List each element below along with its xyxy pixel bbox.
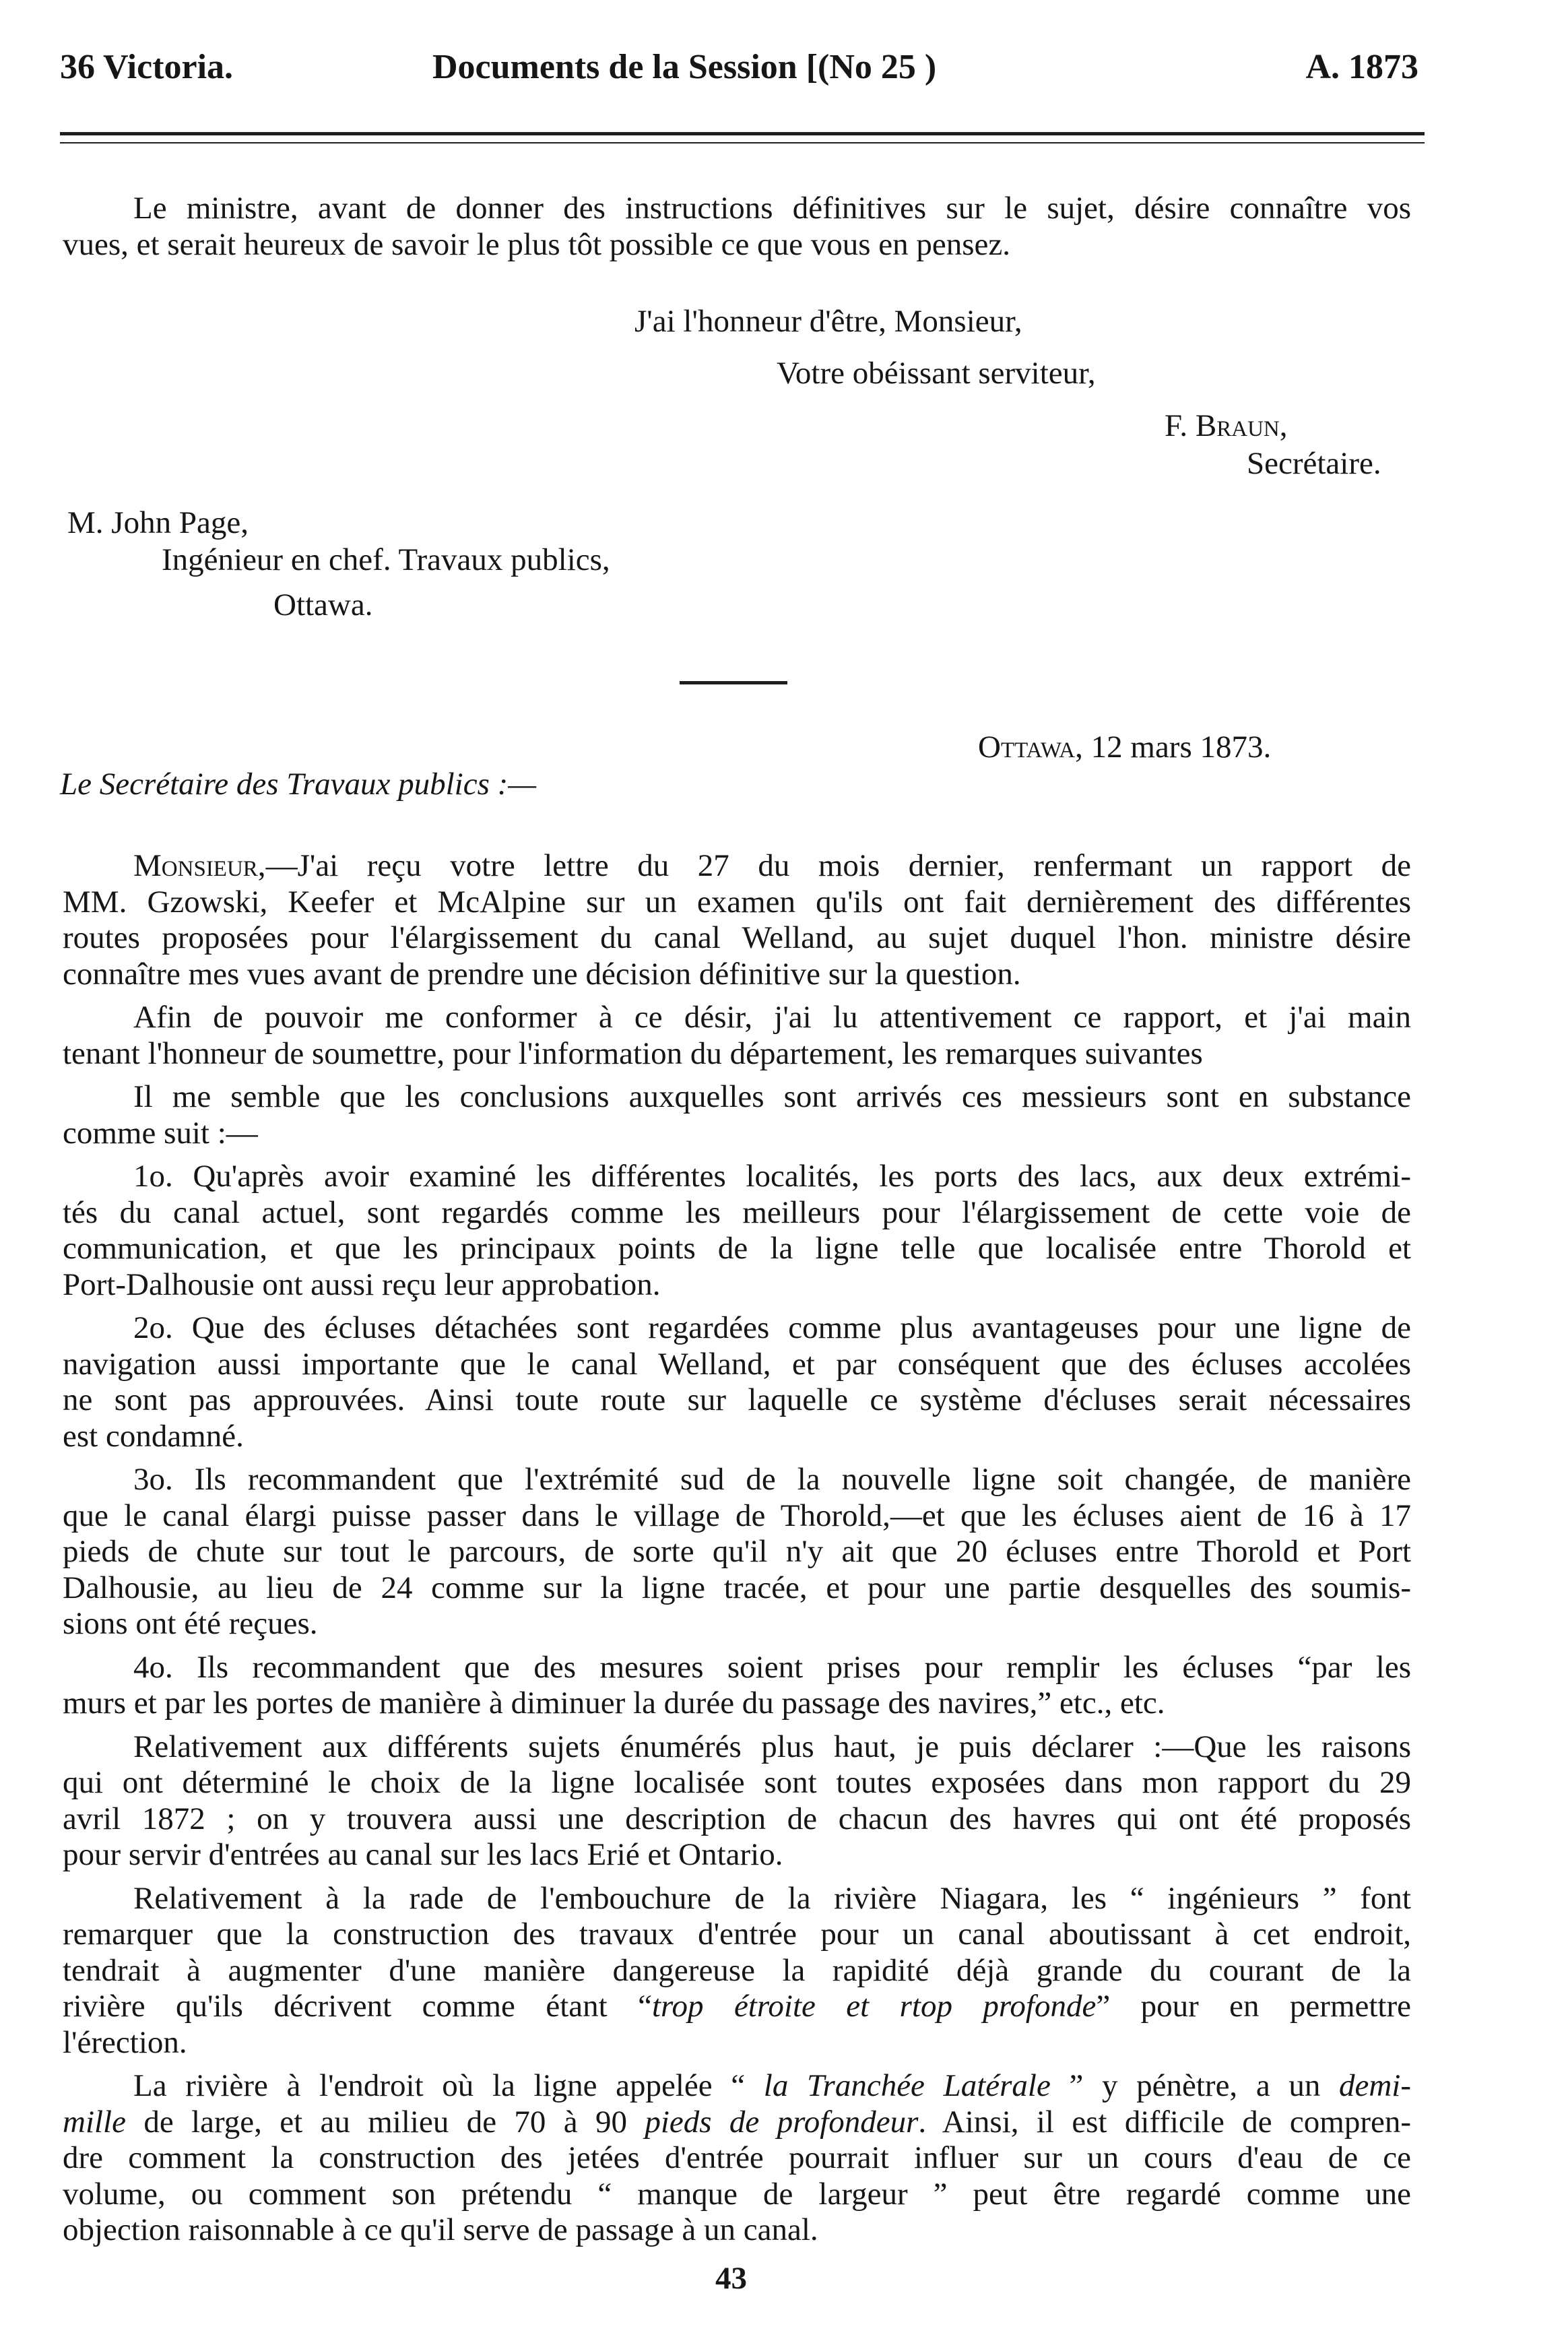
header-rule-bottom — [60, 142, 1425, 143]
signature-initial: F. — [1165, 408, 1188, 443]
letter-signature — [1165, 408, 1288, 444]
header-rule-top — [60, 132, 1425, 135]
paragraph-line: pour servir d'entrées au canal sur les lacs Erié et Ontario. — [63, 1837, 783, 1872]
paragraph — [63, 2068, 1411, 2249]
paragraph — [63, 1310, 1411, 1454]
paragraph-line: Le ministre, avant de donner des instructions définitives sur le sujet, désire connaître vos — [133, 191, 1411, 226]
paragraph-line: remarquer que la construction des travaux d'entrée pour un canal aboutissant à cet endroit, — [63, 1917, 1411, 1952]
running-head-regnal-year: 36 Victoria. — [60, 48, 234, 86]
addressee-city: Ottawa. — [273, 587, 373, 622]
running-head-year: A. 1873 — [1305, 48, 1418, 86]
report-place: Ottawa, — [978, 730, 1083, 765]
italic-word: demi- — [1338, 2068, 1411, 2103]
paragraph — [63, 1462, 1411, 1642]
paragraph-line: tendrait à augmenter d'une manière dangereuse la rapidité déjà grande du courant de la — [63, 1952, 1411, 1988]
report-date: 12 mars 1873. — [1090, 730, 1272, 765]
paragraph-line — [63, 2068, 1411, 2105]
letter-valediction: Votre obéissant serviteur, — [777, 356, 1096, 391]
paragraph-line: 4o. Ils recommandent que des mesures soient prises pour remplir les écluses “par les — [133, 1649, 1411, 1685]
addressee-name: M. John Page, — [67, 505, 249, 540]
line-text: . Ainsi, il est difficile de compren- — [918, 2104, 1411, 2140]
italic-phrase: pieds de profondeur — [645, 2104, 919, 2140]
salutation-word: Monsieur, — [133, 848, 266, 883]
paragraph-line: Relativement à la rade de l'embouchure de la rivière Niagara, les “ ingénieurs ” font — [133, 1880, 1411, 1916]
paragraph-line: pieds de chute sur tout le parcours, de sorte qu'il n'y ait que 20 écluses entre Thorold et Port — [63, 1534, 1411, 1569]
paragraph-line: volume, ou comment son prétendu “ manque de largeur ” peut être regardé comme une — [63, 2176, 1411, 2212]
addressee-title: Ingénieur en chef. Travaux publics, — [162, 542, 610, 577]
italic-word: mille — [63, 2104, 126, 2140]
paragraph — [63, 848, 1411, 992]
report-recipient: Le Secrétaire des Travaux publics :— — [60, 767, 537, 802]
paragraph-line: murs et par les portes de manière à diminuer la durée du passage des navires,” etc., etc. — [63, 1686, 1165, 1721]
letter-closing: J'ai l'honneur d'être, Monsieur, — [634, 304, 1022, 339]
paragraph-line — [63, 1989, 1411, 2025]
line-text: ” y pénètre, a un — [1050, 2068, 1339, 2103]
paragraph-line: MM. Gzowski, Keefer et McAlpine sur un examen qu'ils ont fait dernièrement des différentes — [63, 884, 1411, 920]
paragraph-line: tés du canal actuel, sont regardés comme les meilleurs pour l'élargissement de cette voie de — [63, 1194, 1411, 1230]
paragraph — [63, 1881, 1411, 2061]
section-divider — [680, 681, 787, 684]
paragraph — [63, 1159, 1411, 1303]
paragraph-line: 3o. Ils recommandent que l'extrémité sud de la nouvelle ligne soit changée, de manière — [133, 1462, 1411, 1497]
report-dateline — [978, 729, 1271, 765]
letter-body — [63, 191, 1411, 263]
running-head-title: Documents de la Session [(No 25 ) — [432, 48, 937, 86]
signature-title: Secrétaire. — [1247, 446, 1381, 481]
paragraph-line — [63, 2105, 1411, 2141]
line-text: ” pour en permettre — [1096, 1989, 1411, 2024]
paragraph-line: comme suit :— — [63, 1115, 258, 1151]
line-text: rivière qu'ils décrivent comme étant “ — [63, 1989, 652, 2024]
paragraph-line: avril 1872 ; on y trouvera aussi une description de chacun des havres qui ont été proposés — [63, 1801, 1411, 1836]
paragraph-line: qui ont déterminé le choix de la ligne localisée sont toutes exposées dans mon rapport du 29 — [63, 1765, 1411, 1800]
paragraph-line: objection raisonnable à ce qu'il serve de passage à un canal. — [63, 2212, 818, 2247]
paragraph-line: 2o. Que des écluses détachées sont regardées comme plus avantageuses pour une ligne de — [133, 1310, 1411, 1345]
paragraph-line: l'érection. — [63, 2024, 187, 2060]
paragraph-line — [63, 848, 1411, 885]
paragraph-line: routes proposées pour l'élargissement du canal Welland, au sujet duquel l'hon. ministre désire — [63, 920, 1411, 955]
line-text: de large, et au milieu de 70 à 90 — [125, 2104, 645, 2140]
line-text: La rivière à l'endroit où la ligne appelée “ — [133, 2068, 764, 2103]
paragraph-line: dre comment la construction des jetées d'entrée pourrait influer sur un cours d'eau de ce — [63, 2140, 1411, 2175]
paragraph-line: 1o. Qu'après avoir examiné les différentes localités, les ports des lacs, aux deux extrémi- — [133, 1159, 1411, 1194]
paragraph — [63, 191, 1411, 263]
paragraph — [63, 1650, 1411, 1722]
paragraph-line: Il me semble que les conclusions auxquelles sont arrivés ces messieurs sont en substance — [133, 1079, 1411, 1114]
paragraph-line: Port-Dalhousie ont aussi reçu leur approbation. — [63, 1266, 661, 1302]
paragraph-line: est condamné. — [63, 1418, 244, 1454]
report-body — [63, 848, 1411, 2249]
paragraph-line: Dalhousie, au lieu de 24 comme sur la ligne tracée, et pour une partie desquelles des soumis- — [63, 1570, 1411, 1605]
paragraph-line: que le canal élargi puisse passer dans le village de Thorold,—et que les écluses aient de 16 à 17 — [63, 1498, 1411, 1533]
page-number: 43 — [715, 2261, 747, 2296]
paragraph — [63, 1079, 1411, 1151]
paragraph-line: communication, et que les principaux points de la ligne telle que localisée entre Thorold et — [63, 1231, 1411, 1266]
signature-name: braun, — [1195, 408, 1288, 443]
paragraph-line: ne sont pas approuvées. Ainsi toute route sur laquelle ce système d'écluses serait nécessaires — [63, 1382, 1411, 1417]
paragraph-line: Relativement aux différents sujets énumérés plus haut, je puis déclarer :—Que les raisons — [133, 1729, 1411, 1764]
paragraph-line: connaître mes vues avant de prendre une décision définitive sur la question. — [63, 956, 1021, 992]
paragraph-line: Afin de pouvoir me conformer à ce désir, j'ai lu attentivement ce rapport, et j'ai main — [133, 1000, 1411, 1035]
quoted-phrase: la Tranchée Latérale — [763, 2068, 1051, 2103]
paragraph — [63, 1000, 1411, 1072]
paragraph-line: sions ont été reçues. — [63, 1606, 318, 1641]
paragraph — [63, 1729, 1411, 1873]
paragraph-line: tenant l'honneur de soumettre, pour l'information du département, les remarques suivantes — [63, 1035, 1203, 1071]
quoted-phrase: trop étroite et rtop profonde — [651, 1989, 1097, 2024]
paragraph-line: navigation aussi importante que le canal Welland, et par conséquent que des écluses accolées — [63, 1346, 1411, 1382]
line-text: —J'ai reçu votre lettre du 27 du mois dernier, renfermant un rapport de — [265, 848, 1411, 883]
paragraph-line: vues, et serait heureux de savoir le plus tôt possible ce que vous en pensez. — [63, 226, 1010, 262]
